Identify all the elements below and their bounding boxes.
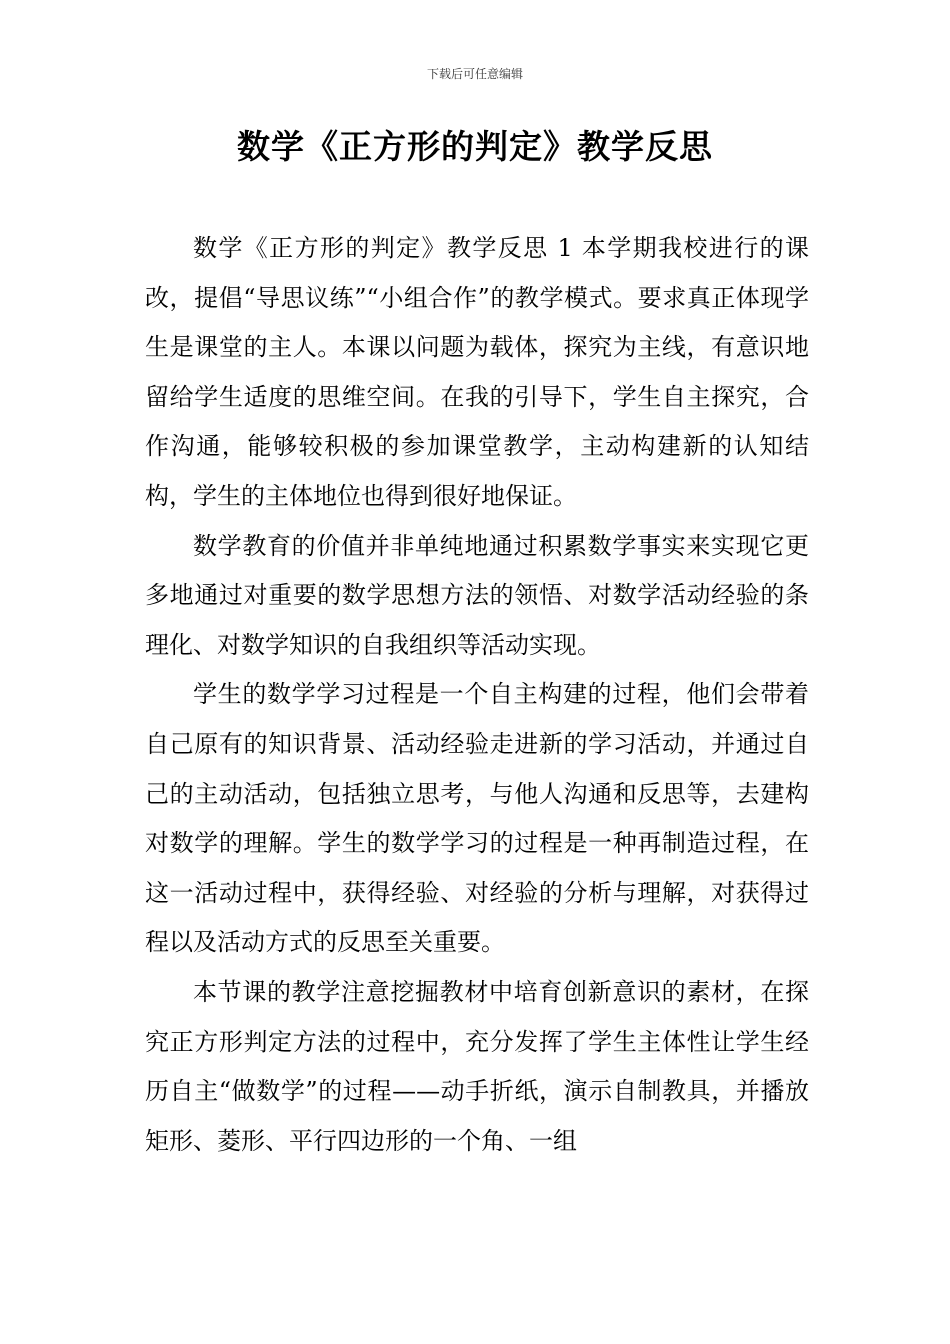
paragraph-3: 学生的数学学习过程是一个自主构建的过程，他们会带着自己原有的知识背景、活动经验走进新的学习活动，并通过自己的主动活动，包括独立思考，与他人沟通和反思等，去建构对数学的理解。学生的数学学习的过程是一种再制造过程，在这一活动过程中，获得经验、对经验的分析与理解，对获得过程以及活动方式的反思至关重要。 (145, 680, 809, 957)
paragraph-4: 本节课的教学注意挖掘教材中培育创新意识的素材，在探究正方形判定方法的过程中，充分发挥了学生主体性让学生经历自主“做数学”的过程——动手折纸，演示自制教具，并播放矩形、菱形、平行四边形的一个角、一组 (145, 977, 809, 1155)
page-header: 下载后可任意编辑 (426, 67, 523, 81)
document-title: 数学《正方形的判定》教学反思 (237, 127, 713, 166)
paragraph-1: 数学《正方形的判定》教学反思 1 本学期我校进行的课改，提倡“导思议练”“小组合作”的教学模式。要求真正体现学生是课堂的主人。本课以问题为载体，探究为主线，有意识地留给学生适度的思维空间。在我的引导下，学生自主探究，合作沟通，能够较积极的参加课堂教学，主动构建新的认知结构，学生的主体地位也得到很好地保证。 (145, 234, 809, 510)
document-body (145, 224, 809, 1166)
paragraph-2: 数学教育的价值并非单纯地通过积累数学事实来实现它更多地通过对重要的数学思想方法的领悟、对数学活动经验的条理化、对数学知识的自我组织等活动实现。 (145, 531, 809, 659)
